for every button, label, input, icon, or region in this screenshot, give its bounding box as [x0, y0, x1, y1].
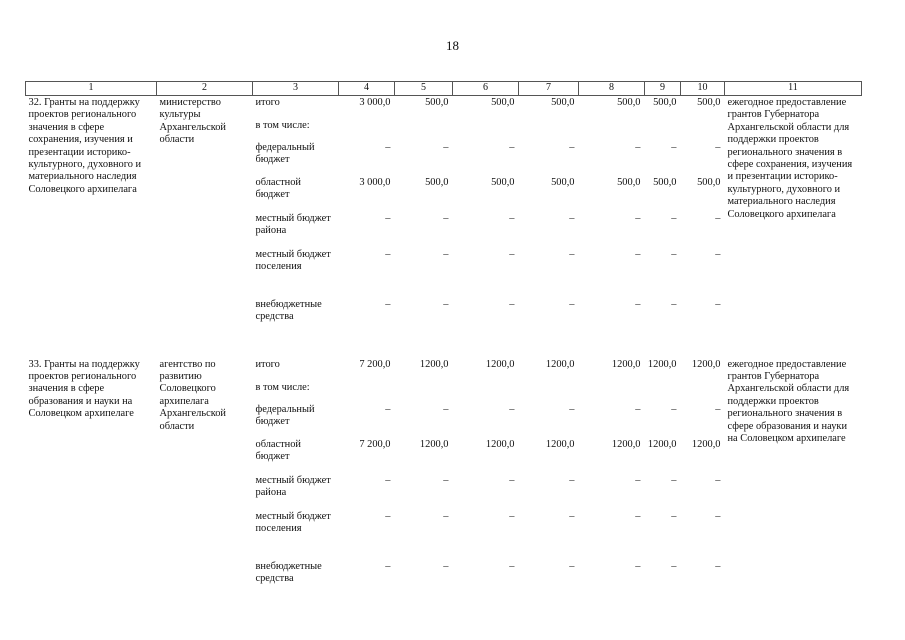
amount-cell: –: [443, 248, 449, 260]
amount-cell: –: [671, 474, 677, 486]
amount-cell: 1200,0: [611, 438, 641, 450]
amount-cell: –: [443, 212, 449, 224]
amount-cell: –: [443, 510, 449, 522]
funding-source: областной бюджет: [255, 176, 301, 200]
amount-cell: –: [671, 560, 677, 572]
amount-cell: –: [385, 141, 391, 153]
amount-cell: –: [671, 403, 677, 415]
amount-cell: –: [635, 510, 641, 522]
amount-cell: 1200,0: [419, 358, 449, 370]
amount-cell: –: [635, 141, 641, 153]
amount-cell: 7 200,0: [359, 438, 391, 450]
amount-cell: –: [715, 298, 721, 310]
column-header: 11: [725, 82, 862, 96]
amount-cell: –: [569, 403, 575, 415]
funding-source: итого: [255, 97, 280, 108]
amount-cell: –: [385, 474, 391, 486]
amount-cell: 500,0: [617, 97, 641, 108]
amount-cell: 500,0: [425, 97, 449, 108]
column-header: 7: [519, 82, 579, 96]
amount-cell: [519, 381, 579, 403]
table-body: [26, 96, 862, 596]
amount-cell: –: [635, 298, 641, 310]
column-header: 1: [26, 82, 157, 96]
amount-cell: –: [569, 560, 575, 572]
amount-cell: [395, 119, 453, 141]
amount-cell: –: [443, 403, 449, 415]
funding-source: местный бюджет поселения: [255, 248, 331, 272]
amount-cell: –: [715, 474, 721, 486]
amount-cell: –: [385, 298, 391, 310]
amount-cell: –: [443, 298, 449, 310]
amount-cell: –: [509, 403, 515, 415]
amount-cell: 500,0: [653, 176, 677, 188]
amount-cell: 1200,0: [647, 358, 677, 370]
amount-cell: 500,0: [425, 176, 449, 188]
amount-cell: 1200,0: [691, 438, 721, 450]
amount-cell: [579, 119, 645, 141]
amount-cell: [339, 381, 395, 403]
amount-cell: –: [569, 474, 575, 486]
row-gap: [26, 334, 862, 358]
amount-cell: [519, 119, 579, 141]
amount-cell: –: [635, 474, 641, 486]
amount-cell: [645, 119, 681, 141]
amount-cell: 500,0: [551, 97, 575, 108]
funding-source: в том числе:: [255, 119, 310, 131]
amount-cell: [339, 119, 395, 141]
amount-cell: 7 200,0: [359, 358, 391, 370]
amount-cell: 500,0: [491, 97, 515, 108]
amount-cell: –: [443, 141, 449, 153]
amount-cell: 500,0: [551, 176, 575, 188]
table-row: [26, 358, 862, 381]
funding-source: федеральный бюджет: [255, 141, 315, 165]
funding-source: областной бюджет: [255, 438, 301, 462]
project-cell: 32. Гранты на поддержку проектов регионального значения в сфере сохранения, изучения и презентации историко-культурного, духовного и материального наследия Соловецкого архипелага: [28, 97, 142, 195]
amount-cell: –: [385, 403, 391, 415]
column-header: 2: [157, 82, 253, 96]
amount-cell: –: [635, 403, 641, 415]
header-row: [26, 82, 862, 96]
amount-cell: –: [509, 212, 515, 224]
amount-cell: 500,0: [491, 176, 515, 188]
amount-cell: 1200,0: [611, 358, 641, 370]
amount-cell: –: [569, 141, 575, 153]
amount-cell: [579, 381, 645, 403]
amount-cell: 3 000,0: [359, 97, 391, 108]
amount-cell: 1200,0: [485, 438, 515, 450]
funding-source: местный бюджет района: [255, 474, 331, 498]
amount-cell: [681, 381, 725, 403]
funding-source: в том числе:: [255, 381, 310, 393]
amount-cell: –: [509, 141, 515, 153]
amount-cell: –: [671, 141, 677, 153]
project-cell: 33. Гранты на поддержку проектов регионального значения в сфере образования и науки на Соловецком архипелаге: [28, 358, 140, 420]
amount-cell: 500,0: [653, 97, 677, 108]
result-cell: ежегодное предоставление грантов Губернатора Архангельской области для поддержки проектов регионального значения в сфере сохранения, изучения и презентации историко-культурного, духовного и материального наследия Соловецкого архипелага: [727, 97, 853, 220]
column-header: 10: [681, 82, 725, 96]
amount-cell: [395, 381, 453, 403]
gap-cell: [26, 334, 862, 358]
amount-cell: –: [715, 141, 721, 153]
amount-cell: 1200,0: [647, 438, 677, 450]
funding-source: внебюджетные средства: [255, 298, 322, 322]
executor-cell: агентство по развитию Соловецкого архипелага Архангельской области: [159, 358, 226, 432]
amount-cell: –: [715, 212, 721, 224]
result-cell: ежегодное предоставление грантов Губернатора Архангельской области для поддержки проектов регионального значения в сфере образования и науки на Соловецком архипелаге: [727, 358, 850, 444]
funding-source: местный бюджет района: [255, 212, 331, 236]
funding-source: внебюджетные средства: [255, 560, 322, 584]
column-header: 6: [453, 82, 519, 96]
amount-cell: 1200,0: [691, 358, 721, 370]
amount-cell: –: [715, 510, 721, 522]
amount-cell: –: [509, 298, 515, 310]
amount-cell: [681, 119, 725, 141]
amount-cell: –: [385, 248, 391, 260]
amount-cell: –: [671, 510, 677, 522]
column-header: 9: [645, 82, 681, 96]
amount-cell: –: [569, 248, 575, 260]
amount-cell: 500,0: [697, 176, 721, 188]
amount-cell: [453, 119, 519, 141]
amount-cell: –: [385, 510, 391, 522]
amount-cell: 500,0: [697, 97, 721, 108]
executor-cell: министерство культуры Архангельской области: [159, 97, 226, 146]
amount-cell: 500,0: [617, 176, 641, 188]
amount-cell: –: [509, 474, 515, 486]
column-header: 8: [579, 82, 645, 96]
amount-cell: –: [385, 560, 391, 572]
amount-cell: –: [509, 248, 515, 260]
amount-cell: –: [509, 510, 515, 522]
amount-cell: [645, 381, 681, 403]
amount-cell: –: [509, 560, 515, 572]
column-header: 3: [253, 82, 339, 96]
amount-cell: –: [715, 248, 721, 260]
amount-cell: 1200,0: [419, 438, 449, 450]
amount-cell: –: [443, 560, 449, 572]
column-header: 5: [395, 82, 453, 96]
amount-cell: –: [635, 212, 641, 224]
amount-cell: 1200,0: [545, 438, 575, 450]
amount-cell: 1200,0: [545, 358, 575, 370]
amount-cell: –: [385, 212, 391, 224]
amount-cell: [453, 381, 519, 403]
column-header: 4: [339, 82, 395, 96]
amount-cell: –: [635, 248, 641, 260]
amount-cell: –: [443, 474, 449, 486]
page-number: 18: [446, 38, 459, 53]
amount-cell: –: [715, 403, 721, 415]
amount-cell: –: [569, 298, 575, 310]
amount-cell: –: [671, 248, 677, 260]
amount-cell: –: [635, 560, 641, 572]
funding-source: местный бюджет поселения: [255, 510, 331, 534]
amount-cell: –: [715, 560, 721, 572]
amount-cell: 3 000,0: [359, 176, 391, 188]
amount-cell: 1200,0: [485, 358, 515, 370]
table-row: [26, 96, 862, 119]
amount-cell: –: [569, 510, 575, 522]
amount-cell: –: [569, 212, 575, 224]
funding-source: итого: [255, 358, 280, 370]
amount-cell: –: [671, 212, 677, 224]
amount-cell: –: [671, 298, 677, 310]
budget-table: [25, 81, 862, 596]
funding-source: федеральный бюджет: [255, 403, 315, 427]
